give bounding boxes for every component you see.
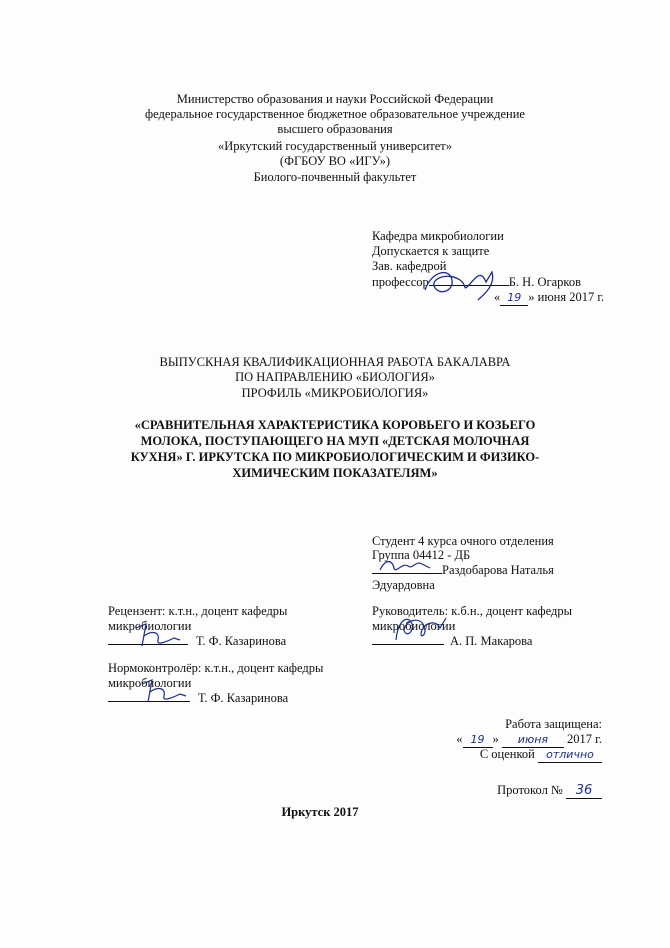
normcontrol-name: Т. Ф. Казаринова [198, 691, 289, 705]
approval-date [494, 290, 604, 306]
supervisor-department: микробиологии [372, 619, 456, 633]
approval-day: 19 [500, 290, 528, 306]
normcontrol-signature-icon [136, 678, 191, 706]
header-line-4: «Иркутский государственный университет» [218, 139, 452, 153]
date-open-quote: « [494, 290, 501, 304]
protocol-label: Протокол № [497, 783, 563, 797]
reviewer-title: Рецензент: к.т.н., доцент кафедры [108, 604, 288, 618]
topic-line-3: КУХНЯ» Г. ИРКУТСКА ПО МИКРОБИОЛОГИЧЕСКИМ И ФИЗИКО- [130, 450, 540, 464]
department-label: Кафедра микробиологии [372, 229, 504, 243]
student-name: Раздобарова Наталья [442, 563, 554, 577]
work-type-line-3: ПРОФИЛЬ «МИКРОБИОЛОГИЯ» [241, 386, 429, 400]
header-line-2: федеральное государственное бюджетное образовательное учреждение [145, 107, 525, 121]
head-signature-icon [420, 262, 510, 302]
defense-date [456, 732, 602, 748]
header-line-1: Министерство образования и науки Российской Федерации [176, 92, 494, 106]
defense-date-open: « [456, 732, 463, 746]
grade-value: отлично [538, 747, 602, 763]
approval-month-year: » июня 2017 г. [528, 290, 605, 304]
header-line-5: (ФГБОУ ВО «ИГУ») [279, 154, 391, 168]
defense-protected: Работа защищена: [505, 717, 602, 731]
defense-year: 2017 г. [567, 732, 602, 746]
head-label: Зав. кафедрой [372, 259, 447, 273]
admitted-label: Допускается к защите [372, 244, 490, 258]
header-line-3: высшего образования [277, 122, 393, 136]
supervisor-name: А. П. Макарова [450, 634, 533, 648]
topic-line-4: ХИМИЧЕСКИМ ПОКАЗАТЕЛЯМ» [232, 466, 438, 480]
topic-line-2: МОЛОКА, ПОСТУПАЮЩЕГО НА МУП «ДЕТСКАЯ МОЛОЧНАЯ [140, 434, 530, 448]
reviewer-name: Т. Ф. Казаринова [196, 634, 287, 648]
normcontrol-title: Нормоконтролёр: к.т.н., доцент кафедры [108, 661, 324, 675]
reviewer-department: микробиологии [108, 619, 192, 633]
grade-label: С оценкой [479, 747, 535, 761]
topic-line-1: «СРАВНИТЕЛЬНАЯ ХАРАКТЕРИСТИКА КОРОВЬЕГО И КОЗЬЕГО [134, 418, 536, 432]
supervisor-title: Руководитель: к.б.н., доцент кафедры [372, 604, 572, 618]
reviewer-signature-icon [130, 622, 185, 650]
protocol-number: 36 [566, 783, 602, 799]
protocol [497, 783, 602, 799]
work-type-line-1: ВЫПУСКНАЯ КВАЛИФИКАЦИОННАЯ РАБОТА БАКАЛАВРА [159, 355, 511, 369]
defense-month: июня [502, 732, 564, 748]
head-name: Б. Н. Огарков [508, 275, 581, 289]
defense-date-close: » [492, 732, 499, 746]
defense-grade [480, 747, 602, 763]
defense-day: 19 [463, 732, 493, 748]
student-group: Группа 04412 - ДБ [372, 548, 471, 562]
header-line-6: Биолого-почвенный факультет [253, 170, 417, 184]
student-signature-icon [378, 556, 438, 576]
position-label: профессор [372, 275, 429, 289]
normcontrol-department: микробиологии [108, 676, 192, 690]
work-type-line-2: ПО НАПРАВЛЕНИЮ «БИОЛОГИЯ» [235, 370, 435, 384]
student-course: Студент 4 курса очного отделения [372, 534, 554, 548]
student-patronymic: Эдуардовна [372, 578, 435, 592]
supervisor-signature-icon [392, 610, 452, 646]
city-year: Иркутск 2017 [281, 805, 359, 819]
